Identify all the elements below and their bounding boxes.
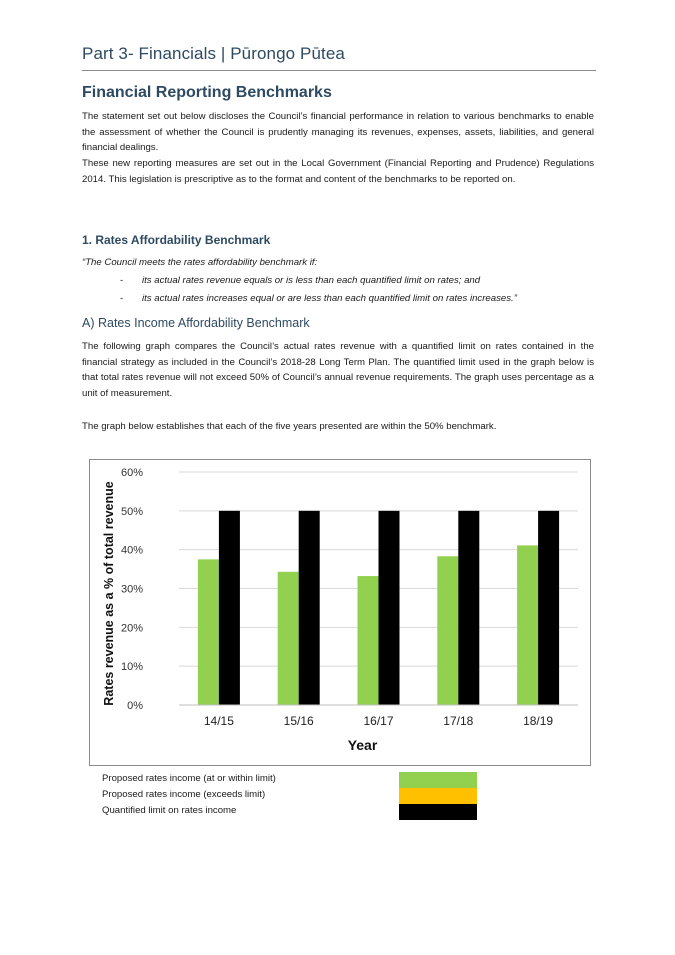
bar: [437, 556, 458, 705]
legend-label: Proposed rates income (at or within limit): [102, 773, 276, 784]
bar: [358, 576, 379, 705]
bullet-text: its actual rates increases equal or are less than each quantified limit on rates increases.”: [142, 293, 517, 304]
y-tick-label: 20%: [120, 622, 143, 635]
legend-label: Quantified limit on rates income: [102, 805, 237, 816]
bar: [458, 511, 479, 705]
legend-row: [102, 772, 482, 788]
y-tick-label: 0%: [127, 700, 143, 712]
bullet-dash: -: [120, 275, 124, 286]
y-axis-title: Rates revenue as a % of total revenue: [102, 481, 116, 706]
chart-legend: [102, 772, 482, 820]
subsection-paragraph-2: The graph below establishes that each of the five years presented are within the 50% benchmark.: [82, 421, 497, 432]
bullet-item: [120, 275, 480, 286]
legend-swatch: [399, 772, 477, 788]
subsection-paragraph-1: The following graph compares the Council’s actual rates revenue with a quantified limit on rates contained in the financial strategy as included in the Council’s 2018-28 Long Term Plan. The quantified limit used in the graph below is that total rates revenue will not exceed 50% of Council’s annual revenue requirements. The graph uses percentage as a unit of measurement.: [82, 341, 594, 399]
bar: [198, 559, 219, 705]
y-tick-label: 10%: [120, 661, 143, 674]
x-tick-label: 14/15: [203, 714, 234, 728]
bullet-text: its actual rates revenue equals or is less than each quantified limit on rates; and: [142, 275, 481, 286]
x-tick-label: 17/18: [443, 714, 474, 728]
section-heading: 1. Rates Affordability Benchmark: [82, 233, 271, 247]
subsection-heading: A) Rates Income Affordability Benchmark: [82, 316, 310, 330]
bar: [299, 511, 320, 705]
bar: [219, 511, 240, 705]
y-tick-label: 50%: [120, 505, 143, 518]
legend-label: Proposed rates income (exceeds limit): [102, 789, 266, 800]
bar: [538, 511, 559, 705]
bullet-dash: -: [120, 293, 124, 304]
legend-swatch: [399, 804, 477, 820]
bar: [278, 572, 299, 705]
legend-swatch: [399, 788, 477, 804]
legend-row: [102, 788, 482, 804]
x-tick-label: 15/16: [283, 714, 314, 728]
chart-frame: [89, 459, 591, 766]
page-title: Financial Reporting Benchmarks: [82, 84, 332, 101]
intro-paragraph-2: These new reporting measures are set out in the Local Government (Financial Reporting and Prudence) Regulations 2014. This legislation is prescriptive as to the format and content of the benchmarks to be reported on.: [82, 158, 594, 185]
header-text: Part 3- Financials | Pūrongo Pūtea: [82, 44, 345, 63]
bar-chart: [90, 460, 590, 765]
legend-row: [102, 804, 482, 820]
bar: [517, 545, 538, 705]
bullet-item: [120, 293, 517, 304]
bar: [379, 511, 400, 705]
x-axis-title: Year: [347, 737, 378, 753]
page-header: [82, 44, 596, 71]
y-tick-label: 60%: [120, 467, 143, 479]
y-tick-label: 30%: [120, 583, 143, 596]
x-tick-label: 16/17: [363, 714, 394, 728]
intro-paragraph-1: The statement set out below discloses the Council’s financial performance in relation to various benchmarks to enable the assessment of whether the Council is prudently managing its revenues, expenses, assets, liabilities, and general financial dealings.: [82, 111, 594, 154]
x-tick-label: 18/19: [523, 714, 554, 728]
y-tick-label: 40%: [120, 544, 143, 557]
benchmark-quote: “The Council meets the rates affordability benchmark if:: [82, 257, 318, 268]
